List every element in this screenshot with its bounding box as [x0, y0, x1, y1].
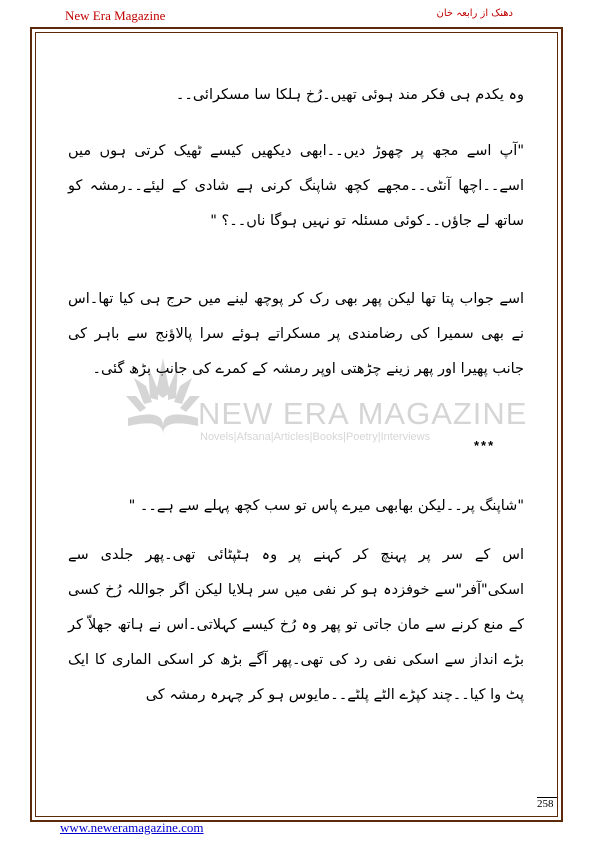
watermark-subtitle: Novels|Afsana|Articles|Books|Poetry|Interviews [200, 431, 431, 443]
paragraph-text: "آپ اسے مجھ پر چھوڑ دیں۔۔ابھی دیکھیں کیسے ٹھیک کرتی ہوں میں اسے۔۔اچھا آنٹی۔۔مجھے کچھ شاپنگ کرنی ہے شادی کے لیئے۔۔رمشہ کو ساتھ لے جاؤں۔۔کوئی مسئلہ تو نہیں ہوگا ناں۔۔؟ " [68, 143, 524, 229]
section-separator: *** [474, 438, 496, 453]
story-title-author: دھنک از رابعہ خان [436, 8, 513, 19]
page-number: 258 [537, 798, 554, 810]
paragraph-text: اس کے سر پر پہنچ کر کہنے پر وہ ہٹپٹائی تھی۔پھر جلدی سے اسکی"آفر"سے خوفزدہ ہو کر نفی میں سر ہلایا لیکن اگر جواللہ رُخ کسی کے منع کرنے سے مان جاتی تو پھر وہ رُخ کیسے کہلاتی۔اس نے ہاتھ جھلاّ کر بڑے انداز سے اسکی نفی رد کی تھی۔پھر آگے بڑھ کر اسکی الماری کا ایک پٹ وا کیا۔۔چند کپڑے الٹے پلٹے۔۔مایوس ہو کر چہرہ رمشہ کی [68, 547, 524, 703]
paragraph-1 [68, 78, 524, 113]
paragraph-4 [68, 489, 524, 524]
paragraph-3 [68, 282, 524, 387]
magazine-name: New Era Magazine [65, 8, 166, 23]
paragraph-text: "شاپنگ پر۔۔لیکن بھابھی میرے پاس تو سب کچھ پہلے سے ہے۔۔ " [128, 498, 524, 514]
paragraph-5 [68, 538, 524, 713]
paragraph-text: اسے جواب پتا تھا لیکن پھر بھی رک کر پوچھ لینے میں حرج ہی کیا تھا۔اس نے بھی سمیرا کی رضامندی پر مسکراتے ہوئے سرا پالاؤنج سے باہر کی جانب پھیرا اور پھر زینے چڑھتی اوپر رمشہ کے کمرے کی جانب بڑھ گئی۔ [68, 291, 524, 377]
paragraph-2 [68, 134, 524, 239]
website-link[interactable]: www.neweramagazine.com [60, 820, 204, 835]
watermark-title: NEW ERA MAGAZINE [198, 396, 528, 431]
paragraph-text: وہ یکدم ہی فکر مند ہوئی تھیں۔رُخ ہلکا سا مسکرائی۔۔ [175, 87, 524, 103]
